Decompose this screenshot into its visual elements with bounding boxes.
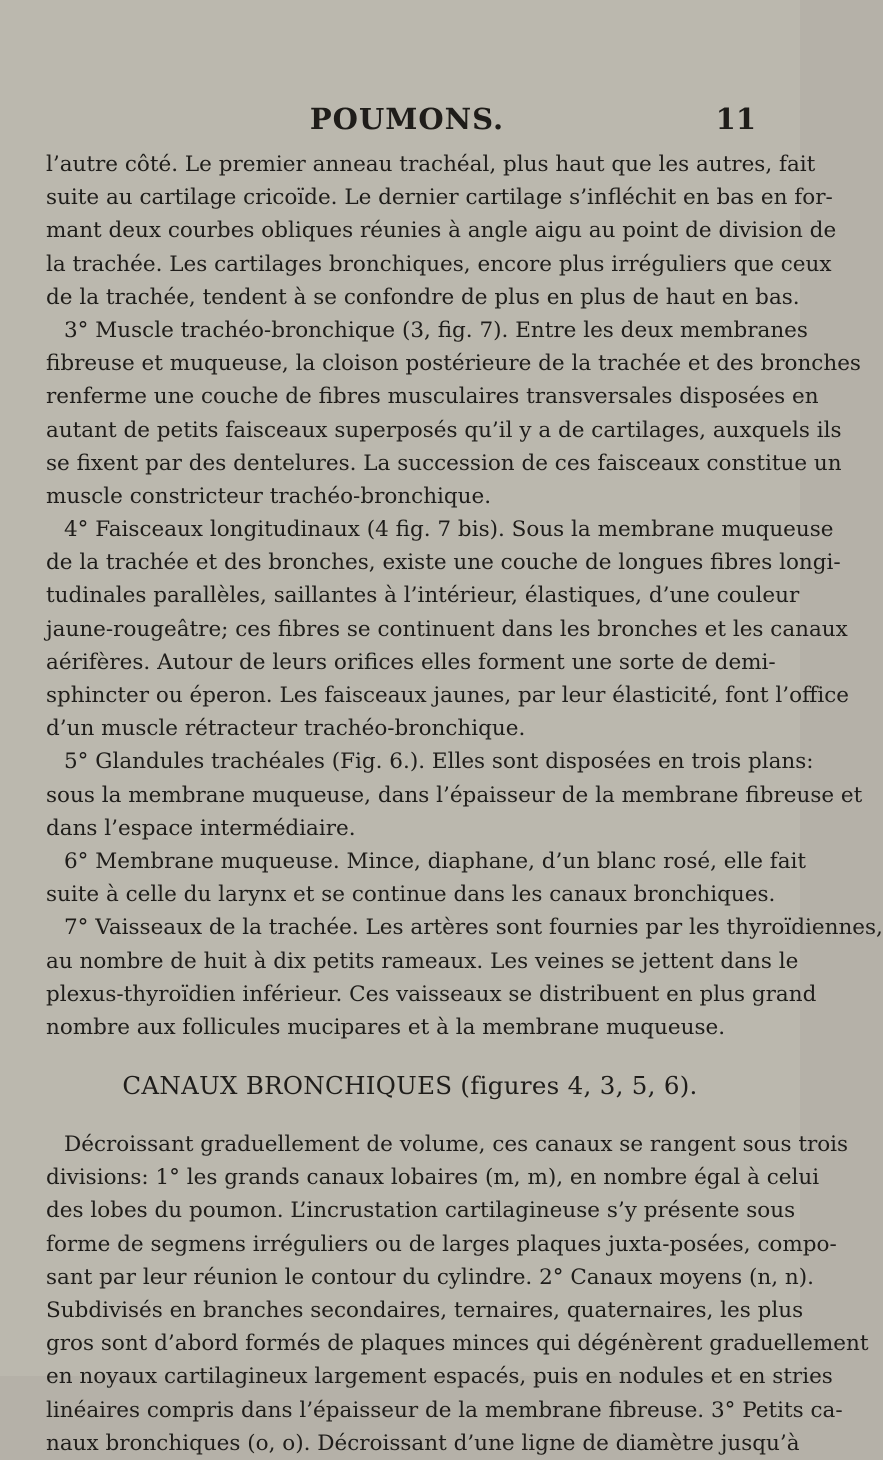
text-line: jaune-rougeâtre; ces fibres se continuent dans les bronches et les canaux [46, 616, 848, 642]
text-line: de la trachée, tendent à se confondre de plus en plus de haut en bas. [46, 284, 800, 310]
text-line: des lobes du poumon. L’incrustation cartilagineuse s’y présente sous [46, 1198, 796, 1224]
text-line: renferme une couche de fibres musculaires transversales disposées en [46, 384, 819, 410]
text-line: 3° Muscle trachéo-bronchique (3, fig. 7). Entre les deux membranes [64, 317, 808, 343]
text-line: suite à celle du larynx et se continue dans les canaux bronchiques. [46, 882, 776, 908]
text-line: muscle constricteur trachéo-bronchique. [46, 483, 492, 509]
text-line: au nombre de huit à dix petits rameaux. Les veines se jettent dans le [46, 948, 799, 974]
text-line: Subdivisés en branches secondaires, ternaires, quaternaires, les plus [46, 1298, 804, 1323]
text-line: 5° Glandules trachéales (Fig. 6.). Elles sont disposées en trois plans: [64, 749, 814, 775]
text-line: linéaires compris dans l’épaisseur de la membrane fibreuse. 3° Petits ca- [46, 1397, 843, 1423]
text-line: l’autre côté. Le premier anneau trachéal, plus haut que les autres, fait [46, 152, 816, 177]
text-line: forme de segmens irréguliers ou de larges plaques juxta-posées, compo- [46, 1231, 837, 1257]
section-heading: CANAUX BRONCHIQUES (figures 4, 3, 5, 6). [122, 1071, 698, 1101]
page-body [46, 148, 883, 1460]
text-line: 7° Vaisseaux de la trachée. Les artères sont fournies par les thyroïdiennes, [64, 915, 883, 941]
text-line: tudinales parallèles, saillantes à l’intérieur, élastiques, d’une couleur [46, 583, 800, 609]
text-line: sant par leur réunion le contour du cylindre. 2° Canaux moyens (n, n). [46, 1264, 814, 1290]
text-line: nombre aux follicules mucipares et à la membrane muqueuse. [46, 1014, 726, 1040]
text-line: autant de petits faisceaux superposés qu’il y a de cartilages, auxquels ils [46, 417, 842, 443]
running-title: POUMONS. [309, 102, 505, 136]
text-line: divisions: 1° les grands canaux lobaires (m, m), en nombre égal à celui [46, 1165, 820, 1191]
text-line: fibreuse et muqueuse, la cloison postérieure de la trachée et des bronches [46, 351, 861, 377]
text-line: mant deux courbes obliques réunies à angle aigu au point de division de [46, 218, 837, 244]
page-number: 11 [715, 102, 756, 136]
text-line: Décroissant graduellement de volume, ces canaux se rangent sous trois [64, 1132, 849, 1158]
text-line: 4° Faisceaux longitudinaux (4 fig. 7 bis). Sous la membrane muqueuse [64, 517, 834, 543]
text-line: sous la membrane muqueuse, dans l’épaisseur de la membrane fibreuse et [46, 782, 863, 808]
text-line: de la trachée et des bronches, existe une couche de longues fibres longi- [46, 550, 841, 576]
running-head [48, 102, 756, 142]
text-line: sphincter ou éperon. Les faisceaux jaunes, par leur élasticité, font l’office [46, 683, 849, 708]
text-line: 6° Membrane muqueuse. Mince, diaphane, d’un blanc rosé, elle fait [64, 848, 807, 874]
text-line: en noyaux cartilagineux largement espacés, puis en nodules et en stries [46, 1364, 833, 1390]
text-line: d’un muscle rétracteur trachéo-bronchique. [46, 716, 526, 742]
text-line: aérifères. Autour de leurs orifices elles forment une sorte de demi- [46, 649, 776, 675]
text-line: gros sont d’abord formés de plaques minces qui dégénèrent graduellement [46, 1331, 869, 1357]
text-line: dans l’espace intermédiaire. [46, 815, 356, 841]
text-line: la trachée. Les cartilages bronchiques, encore plus irréguliers que ceux [46, 251, 832, 277]
text-line: se fixent par des dentelures. La succession de ces faisceaux constitue un [46, 450, 842, 476]
text-block-before-heading [46, 148, 883, 1044]
text-line: suite au cartilage cricoïde. Le dernier cartilage s’infléchit en bas en for- [46, 185, 833, 211]
text-block-after-heading [46, 1128, 869, 1460]
text-line: naux bronchiques (o, o). Décroissant d’une ligne de diamètre jusqu’à [46, 1430, 800, 1456]
text-line: plexus-thyroïdien inférieur. Ces vaisseaux se distribuent en plus grand [46, 981, 817, 1007]
